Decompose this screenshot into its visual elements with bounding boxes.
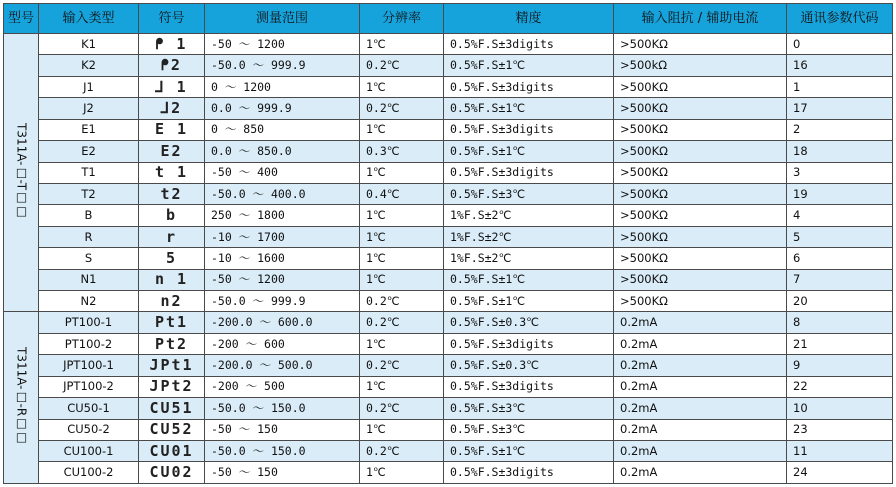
input-type-cell: N2 (39, 291, 139, 312)
input-type-cell: N1 (39, 269, 139, 290)
impedance-cell: >500KΩ (614, 291, 787, 312)
impedance-cell: 0.2mA (614, 355, 787, 376)
table-row (4, 312, 893, 333)
resolution-cell: 0.2℃ (360, 312, 444, 333)
impedance-cell: >500KΩ (614, 183, 787, 204)
symbol-cell: ⅃ 1 (139, 76, 205, 97)
symbol-cell: CU02 (139, 462, 205, 484)
table-row (4, 441, 893, 462)
input-type-cell: J2 (39, 98, 139, 119)
code-cell: 21 (787, 333, 893, 354)
resolution-cell: 0.4℃ (360, 183, 444, 204)
impedance-cell: >500KΩ (614, 226, 787, 247)
accuracy-cell: 0.5%F.S±3℃ (444, 398, 614, 419)
header-accuracy: 精度 (444, 4, 614, 34)
table-row (4, 34, 893, 55)
symbol-cell: n2 (139, 291, 205, 312)
symbol-cell: b (139, 205, 205, 226)
table-row (4, 226, 893, 247)
symbol-cell: Pt1 (139, 312, 205, 333)
input-type-cell: K2 (39, 55, 139, 76)
symbol-cell: ᖰ 1 (139, 34, 205, 55)
range-cell: -200.0 ～ 600.0 (205, 312, 360, 333)
impedance-cell: >500KΩ (614, 98, 787, 119)
symbol-cell: ⅃2 (139, 98, 205, 119)
symbol-cell: 5 (139, 248, 205, 269)
code-cell: 20 (787, 291, 893, 312)
range-cell: -50.0 ～ 400.0 (205, 183, 360, 204)
range-cell: -200 ～ 500 (205, 376, 360, 397)
symbol-cell: CU01 (139, 441, 205, 462)
range-cell: 0 ～ 850 (205, 119, 360, 140)
symbol-cell: JPt2 (139, 376, 205, 397)
code-cell: 0 (787, 34, 893, 55)
code-cell: 7 (787, 269, 893, 290)
input-type-cell: JPT100-2 (39, 376, 139, 397)
model-group-cell (4, 34, 39, 312)
spec-table (3, 3, 893, 484)
header-row (4, 4, 893, 34)
accuracy-cell: 0.5%F.S±3digits (444, 162, 614, 183)
impedance-cell: >500KΩ (614, 162, 787, 183)
code-cell: 22 (787, 376, 893, 397)
accuracy-cell: 1%F.S±2℃ (444, 248, 614, 269)
accuracy-cell: 0.5%F.S±3digits (444, 76, 614, 97)
table-row (4, 76, 893, 97)
range-cell: -50 ～ 400 (205, 162, 360, 183)
table-row (4, 98, 893, 119)
resolution-cell: 0.2℃ (360, 98, 444, 119)
range-cell: -50 ～ 150 (205, 419, 360, 440)
table-row (4, 333, 893, 354)
header-resolution: 分辨率 (360, 4, 444, 34)
range-cell: -200.0 ～ 500.0 (205, 355, 360, 376)
resolution-cell: 0.2℃ (360, 55, 444, 76)
code-cell: 17 (787, 98, 893, 119)
impedance-cell: >500KΩ (614, 269, 787, 290)
header-impedance: 输入阻抗 / 辅助电流 (614, 4, 787, 34)
header-model: 型号 (4, 4, 39, 34)
symbol-cell: E 1 (139, 119, 205, 140)
input-type-cell: CU100-1 (39, 441, 139, 462)
table-row (4, 119, 893, 140)
symbol-cell: r (139, 226, 205, 247)
code-cell: 8 (787, 312, 893, 333)
accuracy-cell: 0.5%F.S±1℃ (444, 55, 614, 76)
resolution-cell: 1℃ (360, 248, 444, 269)
table-row (4, 376, 893, 397)
impedance-cell: >500kΩ (614, 55, 787, 76)
range-cell: -50 ～ 1200 (205, 34, 360, 55)
symbol-cell: Pt2 (139, 333, 205, 354)
table-row (4, 141, 893, 162)
range-cell: -50.0 ～ 150.0 (205, 398, 360, 419)
accuracy-cell: 1%F.S±2℃ (444, 205, 614, 226)
range-cell: 0.0 ～ 850.0 (205, 141, 360, 162)
range-cell: -50.0 ～ 999.9 (205, 291, 360, 312)
impedance-cell: 0.2mA (614, 333, 787, 354)
code-cell: 4 (787, 205, 893, 226)
resolution-cell: 1℃ (360, 333, 444, 354)
header-range: 测量范围 (205, 4, 360, 34)
table-row (4, 462, 893, 484)
symbol-cell: E2 (139, 141, 205, 162)
range-cell: 250 ～ 1800 (205, 205, 360, 226)
table-row (4, 398, 893, 419)
table-row (4, 355, 893, 376)
symbol-cell: CU51 (139, 398, 205, 419)
range-cell: -10 ～ 1600 (205, 248, 360, 269)
model-label: T311A-□-R□□ (14, 346, 29, 444)
header-input-type: 输入类型 (39, 4, 139, 34)
resolution-cell: 1℃ (360, 269, 444, 290)
resolution-cell: 0.3℃ (360, 141, 444, 162)
symbol-cell: t2 (139, 183, 205, 204)
range-cell: -50.0 ～ 150.0 (205, 441, 360, 462)
resolution-cell: 1℃ (360, 119, 444, 140)
code-cell: 19 (787, 183, 893, 204)
code-cell: 24 (787, 462, 893, 484)
accuracy-cell: 0.5%F.S±3℃ (444, 419, 614, 440)
table-body (4, 34, 893, 484)
resolution-cell: 1℃ (360, 76, 444, 97)
code-cell: 5 (787, 226, 893, 247)
input-type-cell: S (39, 248, 139, 269)
range-cell: 0.0 ～ 999.9 (205, 98, 360, 119)
code-cell: 10 (787, 398, 893, 419)
range-cell: -50 ～ 150 (205, 462, 360, 484)
accuracy-cell: 1%F.S±2℃ (444, 226, 614, 247)
table-row (4, 291, 893, 312)
accuracy-cell: 0.5%F.S±3℃ (444, 183, 614, 204)
input-type-cell: J1 (39, 76, 139, 97)
impedance-cell: >500KΩ (614, 34, 787, 55)
range-cell: -200 ～ 600 (205, 333, 360, 354)
input-type-cell: B (39, 205, 139, 226)
impedance-cell: 0.2mA (614, 462, 787, 484)
table-row (4, 55, 893, 76)
impedance-cell: >500KΩ (614, 205, 787, 226)
input-type-cell: E1 (39, 119, 139, 140)
range-cell: -50 ～ 1200 (205, 269, 360, 290)
resolution-cell: 1℃ (360, 419, 444, 440)
code-cell: 9 (787, 355, 893, 376)
input-type-cell: JPT100-1 (39, 355, 139, 376)
symbol-cell: t 1 (139, 162, 205, 183)
input-type-cell: PT100-2 (39, 333, 139, 354)
code-cell: 11 (787, 441, 893, 462)
input-type-cell: CU100-2 (39, 462, 139, 484)
accuracy-cell: 0.5%F.S±3digits (444, 333, 614, 354)
code-cell: 23 (787, 419, 893, 440)
model-label: T311A-□-T□□ (14, 122, 29, 218)
range-cell: 0 ～ 1200 (205, 76, 360, 97)
table-row (4, 269, 893, 290)
accuracy-cell: 0.5%F.S±0.3℃ (444, 312, 614, 333)
accuracy-cell: 0.5%F.S±1℃ (444, 269, 614, 290)
resolution-cell: 1℃ (360, 34, 444, 55)
code-cell: 1 (787, 76, 893, 97)
resolution-cell: 1℃ (360, 462, 444, 484)
code-cell: 16 (787, 55, 893, 76)
table-row (4, 183, 893, 204)
resolution-cell: 0.2℃ (360, 398, 444, 419)
header-code: 通讯参数代码 (787, 4, 893, 34)
code-cell: 2 (787, 119, 893, 140)
input-type-cell: CU50-1 (39, 398, 139, 419)
impedance-cell: 0.2mA (614, 376, 787, 397)
code-cell: 3 (787, 162, 893, 183)
table-row (4, 419, 893, 440)
model-group-cell (4, 312, 39, 484)
impedance-cell: >500KΩ (614, 119, 787, 140)
input-type-cell: CU50-2 (39, 419, 139, 440)
resolution-cell: 0.2℃ (360, 355, 444, 376)
symbol-cell: ᖰ2 (139, 55, 205, 76)
input-type-cell: T2 (39, 183, 139, 204)
symbol-cell: n 1 (139, 269, 205, 290)
resolution-cell: 0.2℃ (360, 441, 444, 462)
accuracy-cell: 0.5%F.S±3digits (444, 462, 614, 484)
symbol-cell: JPt1 (139, 355, 205, 376)
input-type-cell: PT100-1 (39, 312, 139, 333)
input-type-cell: K1 (39, 34, 139, 55)
impedance-cell: >500KΩ (614, 76, 787, 97)
resolution-cell: 0.2℃ (360, 291, 444, 312)
impedance-cell: >500KΩ (614, 248, 787, 269)
impedance-cell: 0.2mA (614, 419, 787, 440)
code-cell: 6 (787, 248, 893, 269)
accuracy-cell: 0.5%F.S±1℃ (444, 98, 614, 119)
resolution-cell: 1℃ (360, 376, 444, 397)
input-type-cell: E2 (39, 141, 139, 162)
accuracy-cell: 0.5%F.S±0.3℃ (444, 355, 614, 376)
table-row (4, 248, 893, 269)
range-cell: -10 ～ 1700 (205, 226, 360, 247)
impedance-cell: 0.2mA (614, 398, 787, 419)
input-type-cell: T1 (39, 162, 139, 183)
table-row (4, 205, 893, 226)
impedance-cell: 0.2mA (614, 312, 787, 333)
symbol-cell: CU52 (139, 419, 205, 440)
resolution-cell: 1℃ (360, 205, 444, 226)
accuracy-cell: 0.5%F.S±3digits (444, 34, 614, 55)
impedance-cell: >500KΩ (614, 141, 787, 162)
impedance-cell: 0.2mA (614, 441, 787, 462)
resolution-cell: 1℃ (360, 226, 444, 247)
accuracy-cell: 0.5%F.S±3digits (444, 376, 614, 397)
accuracy-cell: 0.5%F.S±1℃ (444, 141, 614, 162)
table-row (4, 162, 893, 183)
code-cell: 18 (787, 141, 893, 162)
header-symbol: 符号 (139, 4, 205, 34)
accuracy-cell: 0.5%F.S±1℃ (444, 291, 614, 312)
accuracy-cell: 0.5%F.S±1℃ (444, 441, 614, 462)
range-cell: -50.0 ～ 999.9 (205, 55, 360, 76)
accuracy-cell: 0.5%F.S±3digits (444, 119, 614, 140)
resolution-cell: 1℃ (360, 162, 444, 183)
input-type-cell: R (39, 226, 139, 247)
